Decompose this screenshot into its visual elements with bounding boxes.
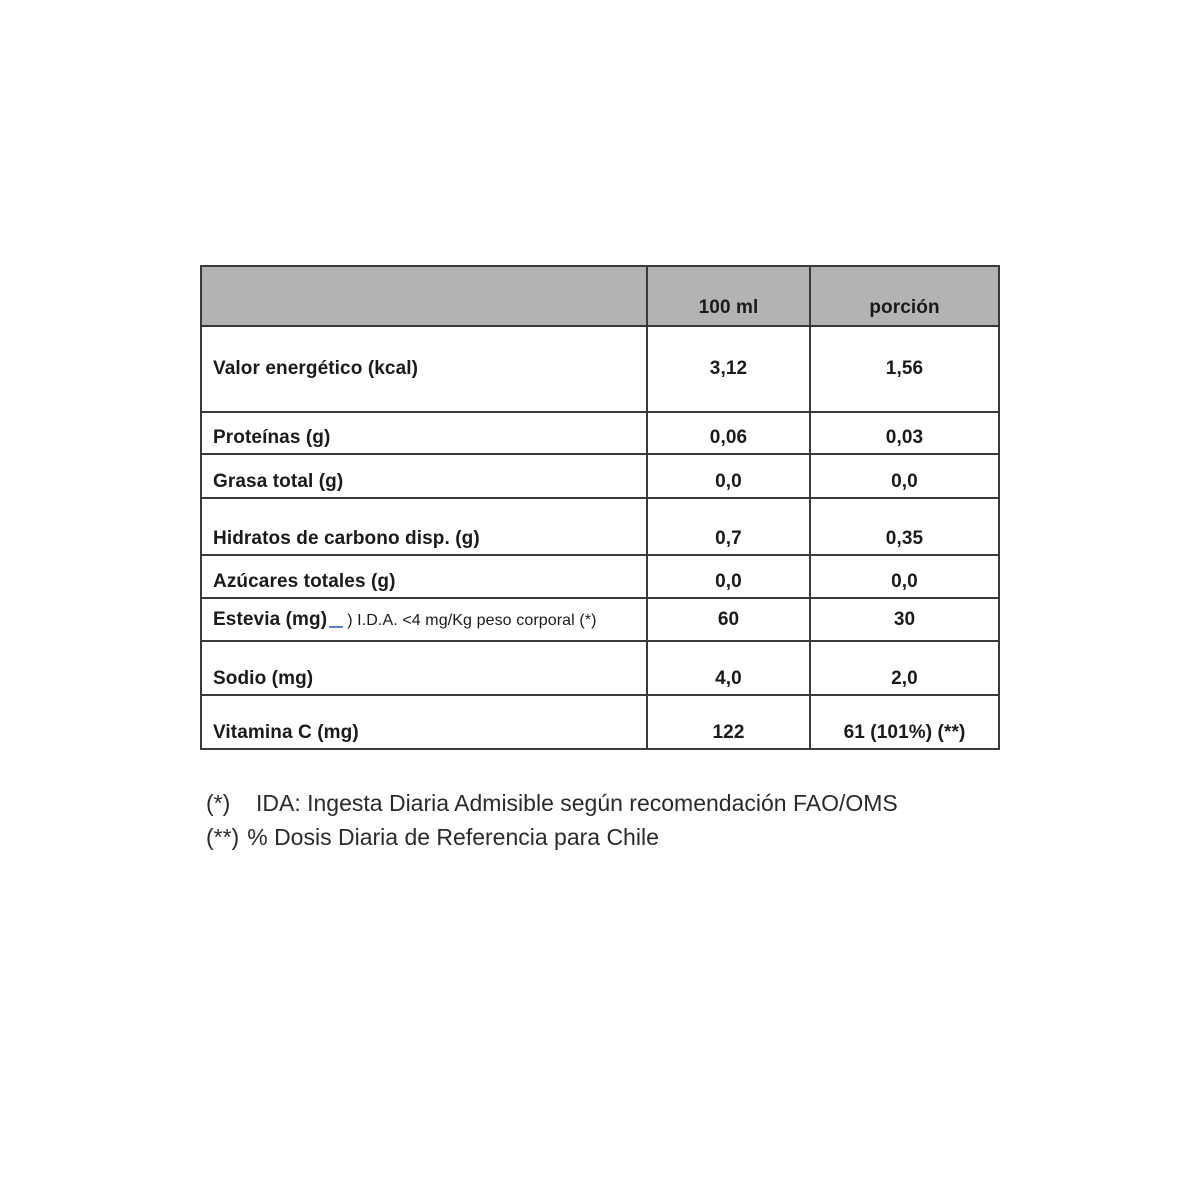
table-row [201,695,999,749]
header-nutrient [201,266,647,326]
footnote-mark: (**) [206,824,240,850]
table-row [201,598,999,641]
table-row [201,454,999,498]
row-value-vitamin-c-portion: 61 (101%) (**) [810,695,999,749]
row-label-sodium: Sodio (mg) [201,641,647,695]
table-header-row [201,266,999,326]
footnote-text: % Dosis Diaria de Referencia para Chile [247,824,659,850]
row-value-stevia-portion: 30 [810,598,999,641]
row-value-fat-100ml: 0,0 [647,454,810,498]
link-underline-mark [329,626,343,628]
table-row [201,498,999,555]
footnotes [206,786,898,854]
row-value-sodium-100ml: 4,0 [647,641,810,695]
row-label-sugars: Azúcares totales (g) [201,555,647,598]
header-per-100ml: 100 ml [647,266,810,326]
row-value-energy-100ml: 3,12 [647,326,810,412]
table-row [201,555,999,598]
footnote-reference-dose [206,820,898,854]
row-value-sugars-portion: 0,0 [810,555,999,598]
footnote-text: IDA: Ingesta Diaria Admisible según recomendación FAO/OMS [256,790,898,816]
nutrition-facts-table [200,265,1000,750]
row-value-vitamin-c-100ml: 122 [647,695,810,749]
row-value-stevia-100ml: 60 [647,598,810,641]
row-label-carbs: Hidratos de carbono disp. (g) [201,498,647,555]
row-value-carbs-100ml: 0,7 [647,498,810,555]
header-per-portion: porción [810,266,999,326]
row-label-energy: Valor energético (kcal) [201,326,647,412]
table-row [201,412,999,454]
row-value-protein-portion: 0,03 [810,412,999,454]
row-label-protein: Proteínas (g) [201,412,647,454]
row-value-fat-portion: 0,0 [810,454,999,498]
row-label-stevia: Estevia (mg) ) I.D.A. <4 mg/Kg peso corporal (*) [201,598,647,641]
row-value-sugars-100ml: 0,0 [647,555,810,598]
table-row [201,641,999,695]
stevia-ida-note: ) I.D.A. <4 mg/Kg peso corporal (*) [347,611,597,629]
footnote-ida [206,786,898,820]
row-value-sodium-portion: 2,0 [810,641,999,695]
row-label-fat: Grasa total (g) [201,454,647,498]
table-row [201,326,999,412]
row-value-protein-100ml: 0,06 [647,412,810,454]
row-value-energy-portion: 1,56 [810,326,999,412]
footnote-mark: (*) [206,790,231,816]
row-value-carbs-portion: 0,35 [810,498,999,555]
row-label-vitamin-c: Vitamina C (mg) [201,695,647,749]
